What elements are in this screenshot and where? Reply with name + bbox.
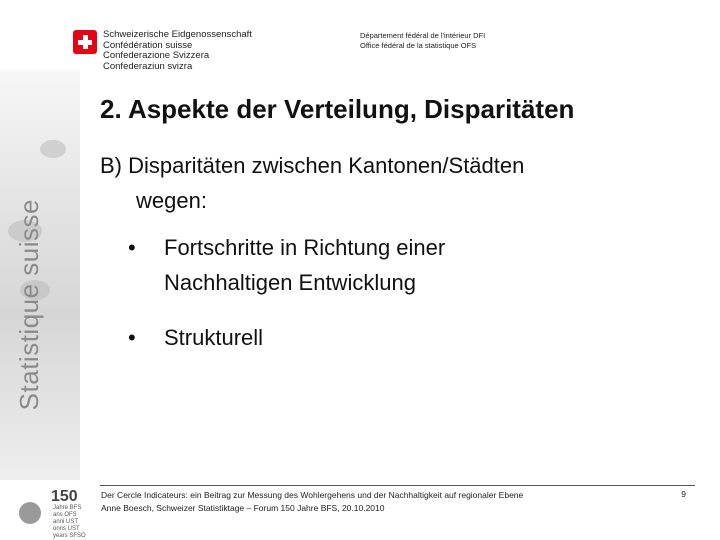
bullet-list <box>128 230 688 355</box>
confederation-line-fr: Confédération suisse <box>103 39 193 51</box>
slide-footer <box>101 489 523 515</box>
sidebar-texture <box>40 140 66 158</box>
slide-subheading <box>100 148 680 218</box>
subheading-line-1: B) Disparitäten zwischen Kantonen/Städten <box>100 153 525 178</box>
office-line: Office fédéral de la statistique OFS <box>360 41 477 50</box>
anniversary-line: onns UST <box>53 526 80 532</box>
footer-title: Der Cercle Indicateurs: ein Beitrag zur Messung des Wohlergehens und der Nachhaltigkeit auf regionaler Ebene <box>101 490 524 500</box>
confederation-line-it: Confederazione Svizzera <box>103 50 210 61</box>
subheading-line-2: wegen: <box>136 188 207 213</box>
bullet-item <box>128 320 688 355</box>
slide-title: 2. Aspekte der Verteilung, Disparitäten <box>100 94 575 124</box>
page-number: 9 <box>681 489 686 499</box>
department-header <box>360 31 485 51</box>
anniversary-text <box>53 505 86 540</box>
anniversary-150-logo <box>15 488 100 539</box>
bullet-text-line-1: Strukturell <box>164 325 264 350</box>
footer-divider <box>100 485 695 486</box>
anniversary-disc-icon <box>19 502 41 524</box>
anniversary-line: ans OFS <box>53 512 77 518</box>
anniversary-line: Jahre BFS <box>53 505 82 511</box>
anniversary-line: anni UST <box>53 519 79 525</box>
confederation-names <box>103 30 252 72</box>
swiss-cross-icon <box>73 30 97 54</box>
statistique-suisse-sidebar-graphic <box>0 70 80 480</box>
anniversary-number: 150 <box>51 488 78 505</box>
sidebar-label: Statistique suisse <box>14 198 44 410</box>
confederation-line-rm: Confederaziun svizra <box>103 60 193 72</box>
bullet-item <box>128 230 688 300</box>
bullet-icon: • <box>128 325 136 350</box>
department-line: Département fédéral de l'intérieur DFI <box>360 31 486 40</box>
bullet-text-line-1: Fortschritte in Richtung einer <box>164 235 446 260</box>
footer-author: Anne Boesch, Schweizer Statistiktage – Forum 150 Jahre BFS, 20.10.2010 <box>101 503 385 513</box>
confederation-line-de: Schweizerische Eidgenossenschaft <box>103 29 252 40</box>
anniversary-line: years SFSO <box>53 533 86 539</box>
bullet-icon: • <box>128 235 136 260</box>
bullet-text-line-2: Nachhaltigen Entwicklung <box>164 270 416 295</box>
